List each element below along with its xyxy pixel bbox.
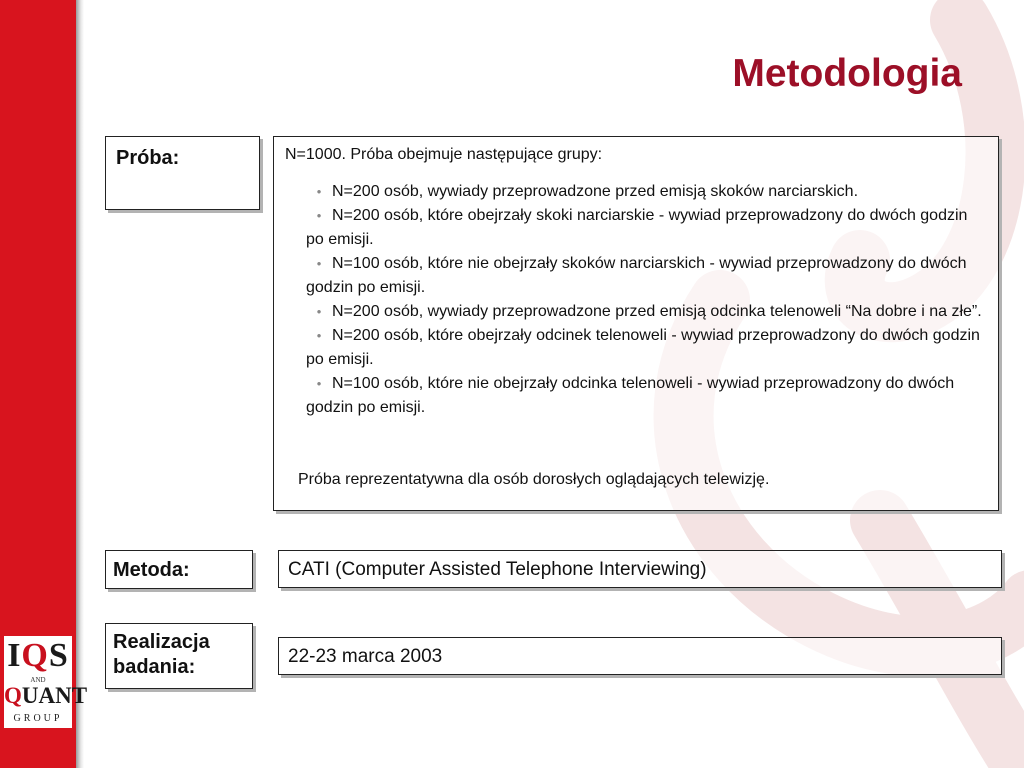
- logo-and-text: AND: [30, 676, 46, 684]
- list-item: • N=200 osób, wywiady przeprowadzone przed emisją odcinka telenoweli “Na dobre i na złe”.: [306, 300, 986, 324]
- realizacja-label-box: [105, 623, 253, 689]
- logo-quant-text: QUANT: [4, 683, 88, 708]
- proba-label: Próba:: [116, 147, 180, 169]
- list-item: • N=200 osób, które obejrzały odcinek telenoweli - wywiad przeprowadzony do dwóch godzin po emisji.: [306, 324, 986, 372]
- proba-intro: N=1000. Próba obejmuje następujące grupy:: [285, 146, 603, 163]
- bullet-icon: •: [316, 304, 322, 319]
- metoda-content-box: [278, 550, 1002, 588]
- realizacja-label: Realizacja badania:: [113, 631, 210, 678]
- metoda-label: Metoda:: [113, 559, 190, 581]
- list-item: • N=200 osób, wywiady przeprowadzone przed emisją skoków narciarskich.: [306, 180, 986, 204]
- logo-iqs-text: IQS: [7, 637, 69, 674]
- proba-summary: Próba reprezentatywna dla osób dorosłych oglądających telewizję.: [298, 471, 770, 488]
- bullet-icon: •: [316, 208, 322, 223]
- page-title: Metodologia: [732, 52, 962, 95]
- logo-group-text: GROUP: [13, 713, 63, 724]
- realizacja-date: 22-23 marca 2003: [288, 646, 443, 667]
- bullet-icon: •: [316, 328, 322, 343]
- realizacja-content-box: [278, 637, 1002, 675]
- bullet-icon: •: [316, 256, 322, 271]
- bullet-icon: •: [316, 376, 322, 391]
- proba-group-list: [306, 180, 986, 420]
- list-item: • N=100 osób, które nie obejrzały odcinka telenoweli - wywiad przeprowadzony do dwóch godzin po emisji.: [306, 372, 986, 420]
- metoda-value: CATI (Computer Assisted Telephone Interviewing): [288, 559, 707, 580]
- proba-content-box: [273, 136, 999, 511]
- bullet-icon: •: [316, 184, 322, 199]
- proba-label-box: [105, 136, 260, 210]
- list-item: • N=200 osób, które obejrzały skoki narciarskie - wywiad przeprowadzony do dwóch godzin po emisji.: [306, 204, 986, 252]
- metoda-label-box: [105, 550, 253, 589]
- iqs-quant-group-logo: [4, 636, 88, 728]
- list-item: • N=100 osób, które nie obejrzały skoków narciarskich - wywiad przeprowadzony do dwóch godzin po emisji.: [306, 252, 986, 300]
